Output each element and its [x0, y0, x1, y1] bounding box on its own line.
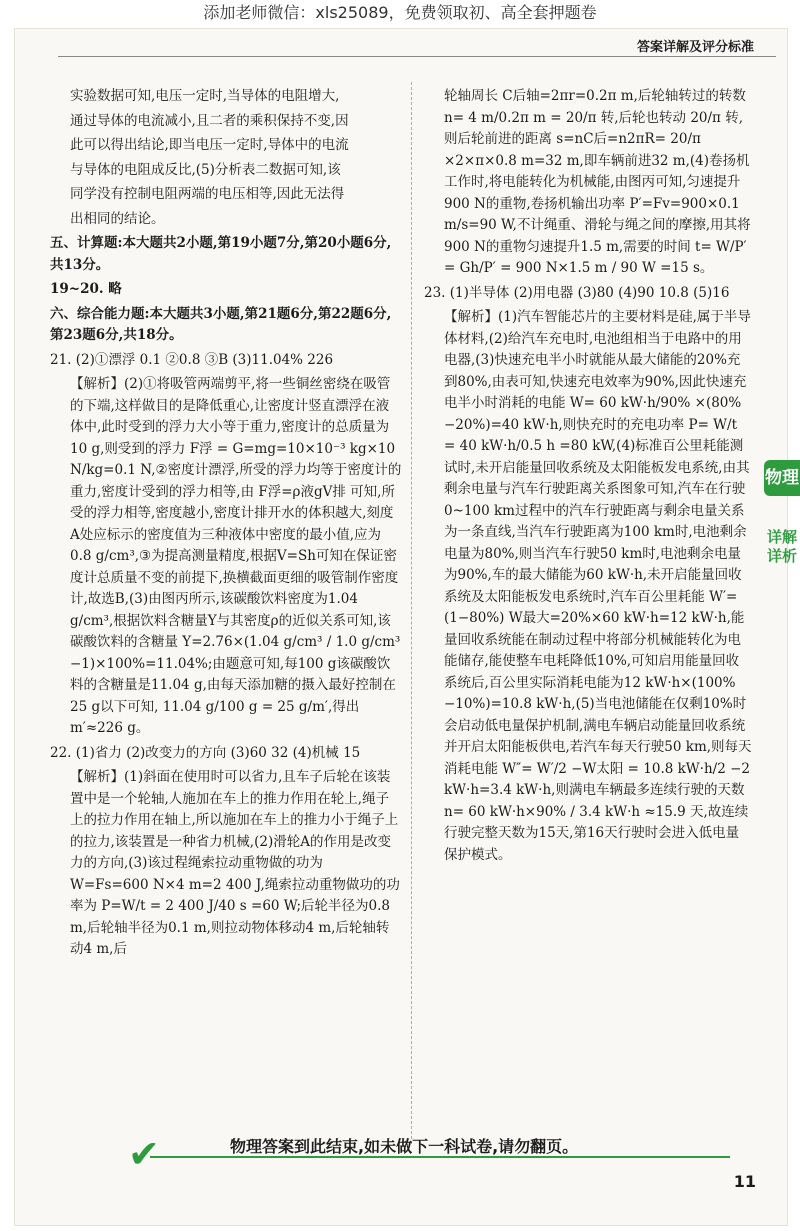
right-paragraph: 23. (1)半导体 (2)用电器 (3)80 (4)90 10.8 (5)16: [424, 284, 730, 301]
footer-note: 物理答案到此结束,如未做下一科试卷,请勿翻页。: [230, 1137, 579, 1156]
left-paragraph: 六、综合能力题:本大题共3小题,第21题6分,第22题6分,第23题6分,共18分。: [50, 305, 392, 343]
left-paragraph: 与导体的电阻成反比,(5)分析表二数据可知,该: [70, 161, 341, 178]
column-divider: [411, 82, 412, 1144]
subject-subtitle: 详解详析: [766, 528, 797, 565]
left-paragraph: 五、计算题:本大题共2小题,第19小题7分,第20小题6分,共13分。: [50, 235, 392, 273]
header-divider: [58, 56, 776, 57]
right-column: [424, 86, 752, 869]
left-paragraph: 21. (2)①漂浮 0.1 ②0.8 ③B (3)11.04% 226: [50, 351, 334, 368]
left-paragraph: 【解析】(2)①将吸管两端剪平,将一些铜丝密绕在吸管的下端,这样做目的是降低重心,让密度计竖直漂浮在液体中,此时受到的浮力大小等于重力,密度计的总质量为10 g,则受到的浮力 F浮 = G=mg=10×10⁻³ kg×10 N/kg=0.1 N,②密度计漂浮,所受的浮力均等于密度计的重力,密度计受到的浮力相等,由 F浮=ρ液gV排 可知,所受的浮力相等,密度越小,密度计排开水的体积越大,刻度A处应标示的密度值为三种液体中密度的最小值,应为0.8 g/cm³,③为提高测量精度,根据V=Sh可知在保证密度计总质量不变的前提下,换横截面更细的吸管制作密度计,故选B,(3)由图丙所示,该碳酸饮料密度为1.04 g/cm³,根据饮料含糖量Y与其密度ρ的近似关系可知,该碳酸饮料的含糖量 Y=2.76×(1.04 g/cm³ / 1.0 g/cm³ −1)×100%=11.04%;由题意可知,每100 g该碳酸饮料的含糖量是11.04 g,由每天添加糖的摄入最好控制在25 g以下可知, 11.04 g/100 g = 25 g/m′,得出 m′≈226 g。: [70, 376, 402, 736]
subject-tab: 物理: [764, 460, 800, 496]
right-paragraph: 【解析】(1)汽车智能芯片的主要材料是硅,属于半导体材料,(2)给汽车充电时,电池组相当于电路中的用电器,(3)快速充电半小时就能从最大储能的20%充到80%,由表可知,快速充电效率为90%,因此快速充电半小时消耗的电能 W= 60 kW·h/90% ×(80%−20%)=40 kW·h,则快充时的充电功率 P= W/t = 40 kW·h/0.5 h =80 kW,(4)标准百公里耗能测试时,未开启能量回收系统及太阳能板发电系统,由其剩余电量与汽车行驶距离关系图象可知,汽车在行驶0~100 km过程中的汽车行驶距离与剩余电量关系为一条直线,当汽车行驶距离为100 km时,电池剩余电量为80%,则当汽车行驶50 km时,电池剩余电量为90%,车的最大储能为60 kW·h,未开启能量回收系统及太阳能板发电系统时,汽车百公里耗能 W′=(1−80%) W最大=20%×60 kW·h=12 kW·h,能量回收系统能在制动过程中将部分机械能转化为电能储存,能使整车电耗降低10%,可知启用能量回收系统后,百公里实际消耗电能为12 kW·h×(100%−10%)=10.8 kW·h,(5)当电池储能在仅剩10%时会启动低电量保护机制,满电车辆启动能量回收系统并开启太阳能板供电,若汽车每天行驶50 km,则每天消耗电能 W″= W′/2 −W太阳 = 10.8 kW·h/2 −2 kW·h=3.4 kW·h,则满电车辆最多连续行驶的天数 n= 60 kW·h×90% / 3.4 kW·h ≈15.9 天,故连续行驶完整天数为15天,第16天行驶时会进入低电量保护模式。: [444, 309, 752, 863]
left-paragraph: 此可以得出结论,即当电压一定时,导体中的电流: [70, 137, 349, 153]
left-paragraph: 实验数据可知,电压一定时,当导体的电阻增大,: [70, 88, 340, 104]
left-paragraph: 通过导体的电流减小,且二者的乘积保持不变,因: [70, 112, 349, 129]
left-paragraph: 【解析】(1)斜面在使用时可以省力,且车子后轮在该装置中是一个轮轴,人施加在车上的推力作用在轮上,绳子上的拉力作用在轴上,所以施加在车上的推力小于绳子上的拉力,该装置是一种省力机械,(2)滑轮A的作用是改变力的方向,(3)该过程绳索拉动重物做的功为 W=Fs=600 N×4 m=2 400 J,绳索拉动重物做功的功率为 P=W/t = 2 400 J/40 s =60 W;后轮半径为0.8 m,后轮轴半径为0.1 m,则拉动物体移动4 m,后轮轴转动4 m,后: [70, 769, 400, 957]
left-paragraph: 同学没有控制电阻两端的电压相等,因此无法得: [70, 186, 345, 202]
right-paragraph: 轮轴周长 C后轴=2πr=0.2π m,后轮轴转过的转数 n= 4 m/0.2π m = 20/π 转,后轮也转动 20/π 转,则后轮前进的距离 s=nC后=n2πR= 20/π ×2×π×0.8 m=32 m,即车辆前进32 m,(4)卷扬机工作时,将电能转化为机械能,由图丙可知,匀速提升900 N的重物,卷扬机输出功率 P′=Fv=900×0.1 m/s=90 W,不计绳重、滑轮与绳之间的摩擦,用其将900 N的重物匀速提升1.5 m,需要的时间 t= W/P′ = Gh/P′ = 900 N×1.5 m / 90 W =15 s。: [444, 88, 751, 276]
page-number: 11: [733, 1172, 756, 1191]
left-column: [50, 86, 402, 964]
page-header: 答案详解及评分标准: [636, 40, 754, 55]
left-paragraph: 出相同的结论。: [70, 210, 165, 227]
top-banner: 添加老师微信：xls25089，免费领取初、高全套押题卷: [203, 3, 597, 22]
left-paragraph: 19~20. 略: [50, 281, 122, 297]
checkmark-icon: ✔: [128, 1132, 160, 1176]
left-paragraph: 22. (1)省力 (2)改变力的方向 (3)60 32 (4)机械 15: [50, 744, 361, 761]
